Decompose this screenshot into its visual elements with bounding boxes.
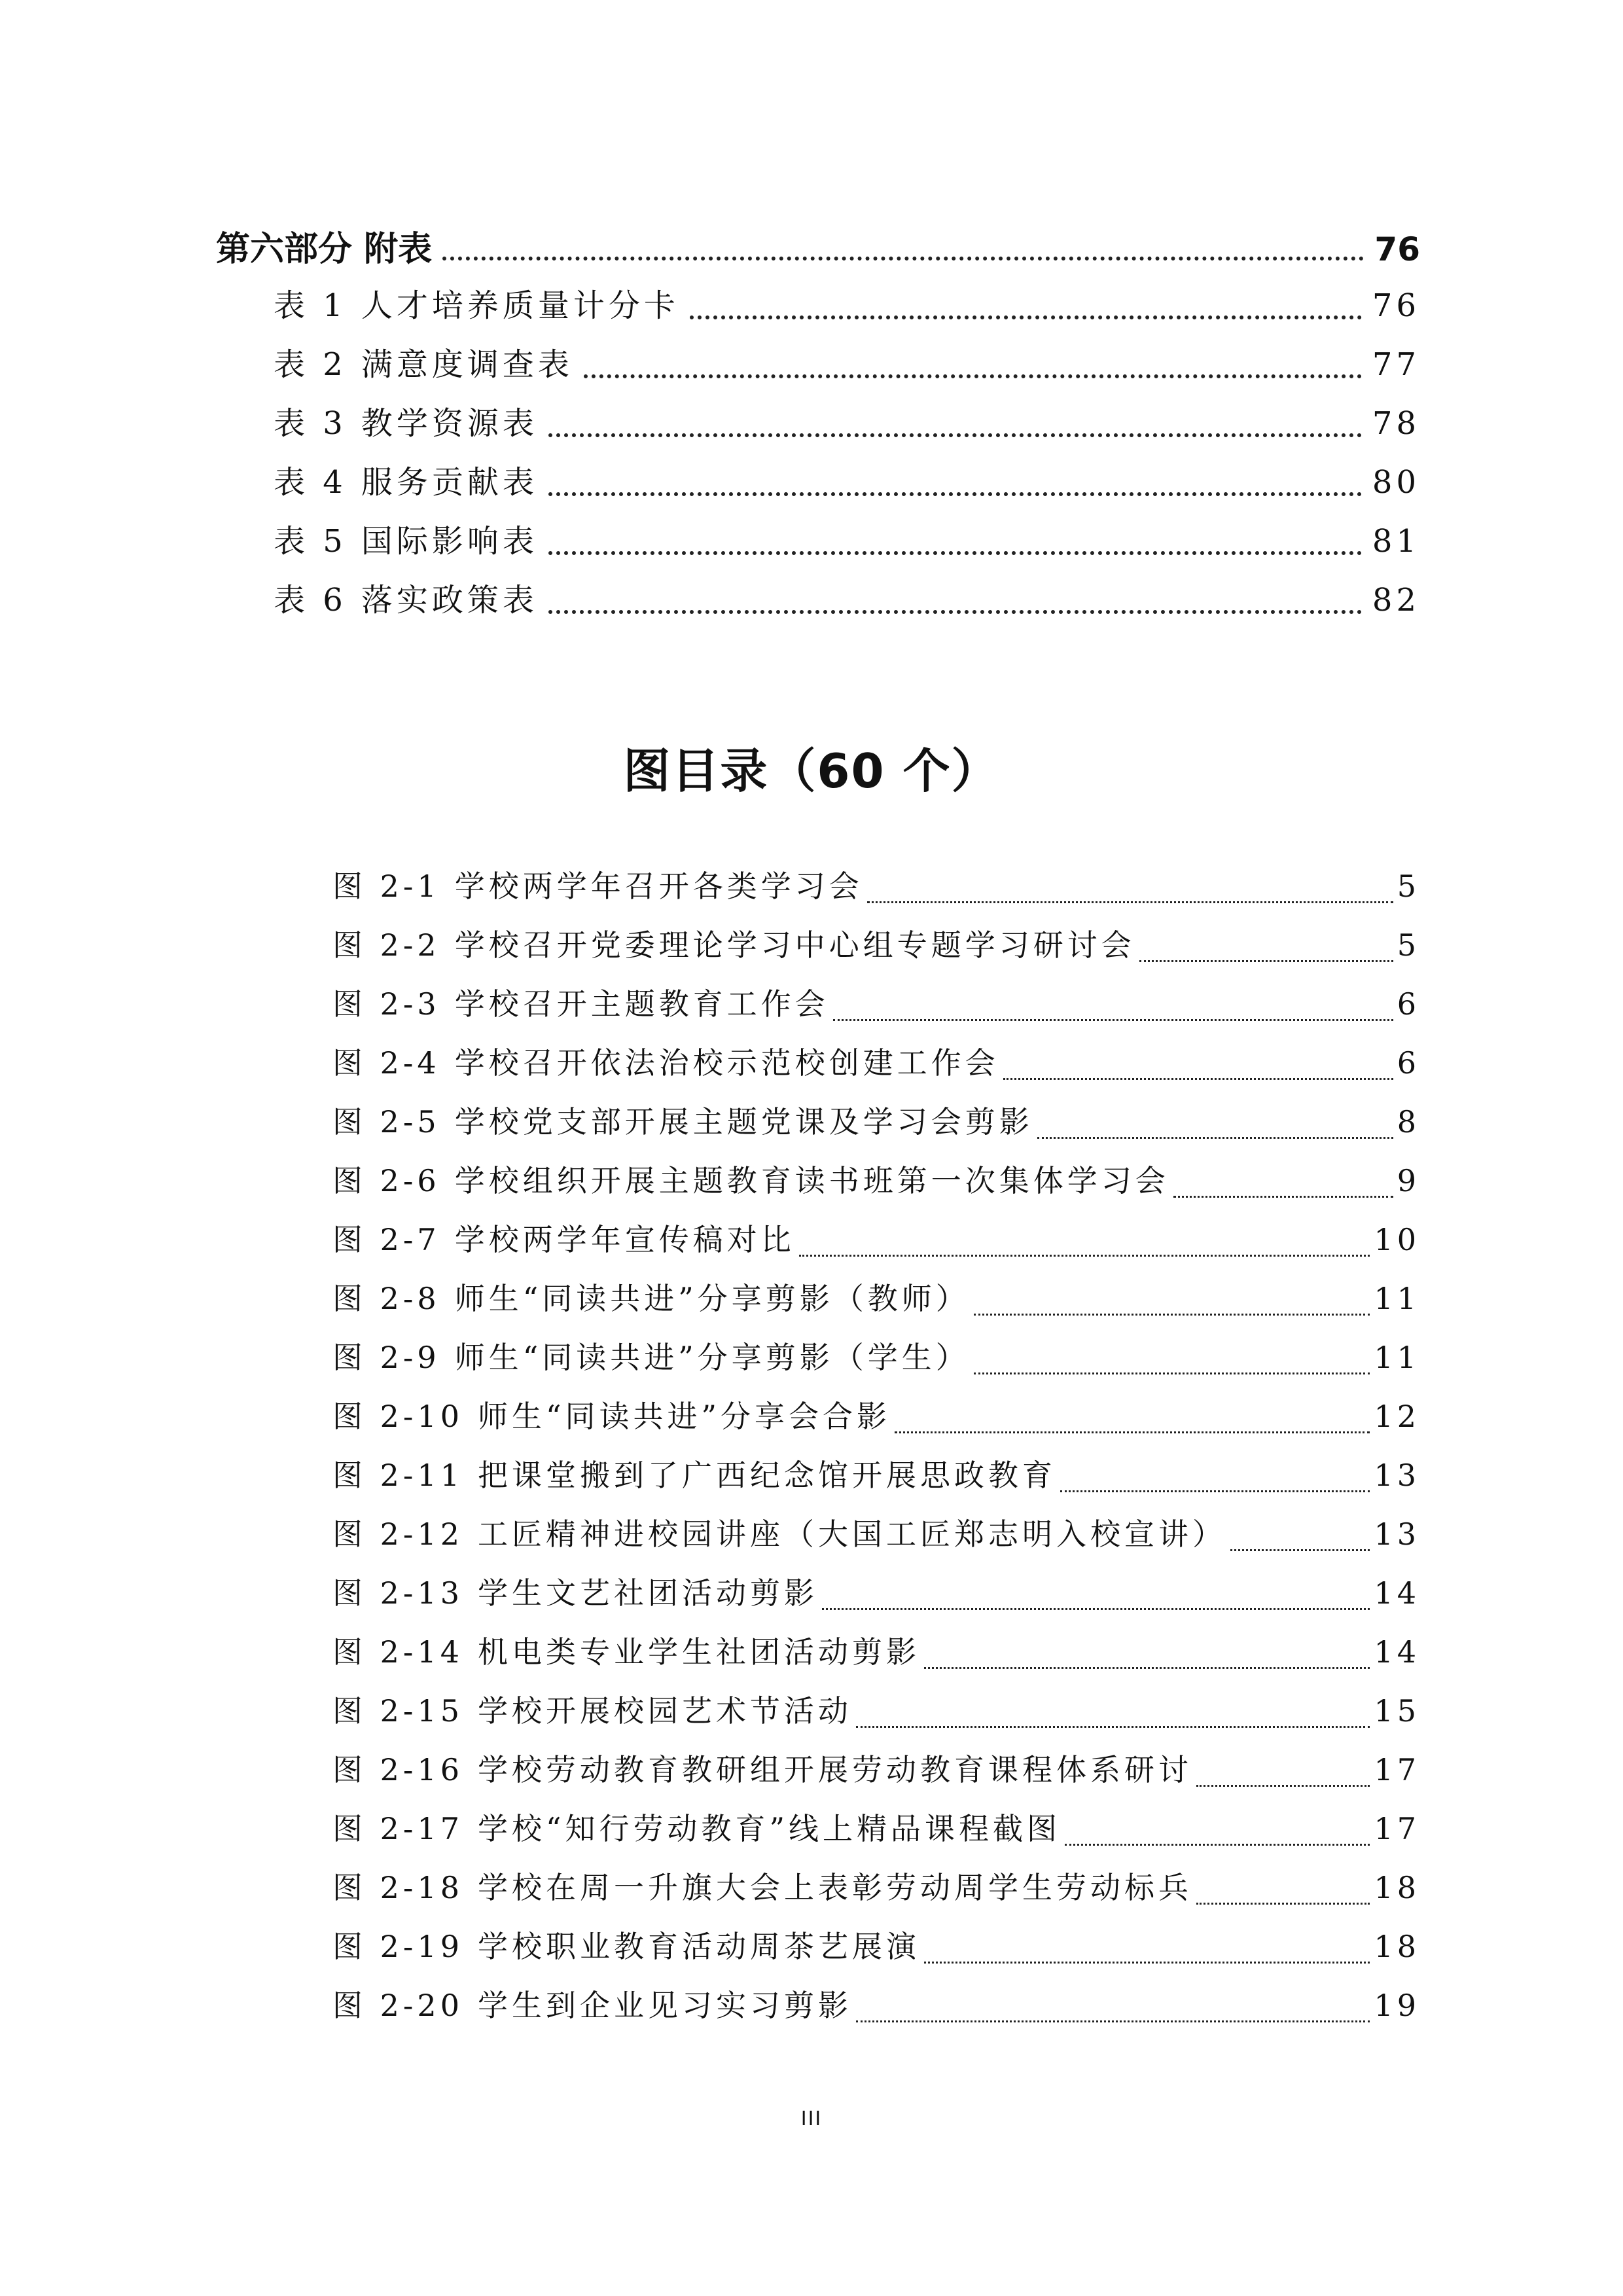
dot-leader [867, 901, 1393, 903]
toc-entry-page: 11 [1374, 1281, 1420, 1316]
toc-figure-entry[interactable] [332, 1216, 1420, 1262]
dot-leader [822, 1608, 1370, 1610]
toc-entry-number: 图 2-14 [332, 1634, 463, 1670]
toc-section-row[interactable] [216, 221, 1420, 267]
toc-figure-entry[interactable] [332, 1157, 1420, 1203]
toc-entry-label [332, 1098, 1033, 1141]
toc-entry-page: 19 [1374, 1988, 1420, 2023]
toc-entry-label [332, 980, 829, 1024]
toc-entry-page: 18 [1374, 1929, 1420, 1964]
toc-section-page: 76 [1374, 230, 1420, 268]
toc-entry-number: 图 2-2 [332, 927, 440, 963]
toc-entry-number: 图 2-17 [332, 1811, 463, 1846]
toc-entry-title: 学校在周一升旗大会上表彰劳动周学生劳动标兵 [477, 1870, 1192, 1905]
toc-entry-label [332, 1687, 852, 1731]
toc-entry-number: 图 2-6 [332, 1163, 440, 1198]
toc-entry-title: 学校“知行劳动教育”线上精品课程截图 [477, 1811, 1061, 1846]
toc-entry-title: 学校召开党委理论学习中心组专题学习研讨会 [454, 927, 1135, 963]
dot-leader [1003, 1078, 1393, 1080]
toc-entry-page: 12 [1374, 1399, 1420, 1434]
toc-entry-label [332, 1805, 1061, 1848]
toc-figure-entry[interactable] [332, 863, 1420, 908]
toc-entry-number: 图 2-7 [332, 1222, 440, 1257]
toc-entry-number: 表 5 [274, 523, 347, 560]
toc-entry-label [274, 398, 538, 443]
toc-entry-title: 师生“同读共进”分享剪影（教师） [454, 1281, 970, 1316]
toc-figure-entry[interactable] [332, 1511, 1420, 1556]
toc-entry-page: 76 [1372, 287, 1420, 324]
toc-entry-page: 11 [1374, 1340, 1420, 1375]
toc-entry-number: 图 2-9 [332, 1340, 440, 1375]
toc-entry-page: 14 [1374, 1575, 1420, 1611]
toc-entry-number: 图 2-18 [332, 1870, 463, 1905]
toc-entry-label [332, 1334, 970, 1377]
dot-leader [548, 492, 1362, 496]
dot-leader [895, 1431, 1370, 1433]
toc-figure-entry[interactable] [332, 1923, 1420, 1969]
toc-entry-label [332, 1570, 818, 1613]
toc-entry-label [332, 922, 1135, 965]
toc-entry-number: 图 2-12 [332, 1516, 463, 1552]
toc-entry-page: 13 [1374, 1516, 1420, 1552]
toc-entry-title: 师生“同读共进”分享剪影（学生） [454, 1340, 970, 1375]
toc-entry-number: 图 2-1 [332, 869, 440, 904]
toc-entry-title: 教学资源表 [361, 405, 538, 442]
dot-leader [1139, 960, 1393, 962]
dot-leader [974, 1314, 1370, 1316]
toc-entry-page: 80 [1372, 464, 1420, 501]
footer-page-number: III [800, 2108, 823, 2130]
toc-entry-title: 把课堂搬到了广西纪念馆开展思政教育 [477, 1458, 1056, 1493]
toc-entry-label [274, 339, 573, 384]
toc-entry-number: 表 6 [274, 582, 347, 619]
toc-figure-entry[interactable] [332, 1334, 1420, 1380]
toc-entry-page: 17 [1374, 1811, 1420, 1846]
dot-leader [924, 1962, 1370, 1964]
toc-entry-page: 6 [1397, 986, 1420, 1022]
toc-entry-title: 学校两学年宣传稿对比 [454, 1222, 795, 1257]
dot-leader [856, 2020, 1370, 2022]
toc-entry-page: 18 [1374, 1870, 1420, 1905]
toc-entry-number: 表 1 [274, 287, 347, 324]
toc-entry-title: 学生到企业见习实习剪影 [477, 1988, 852, 2023]
toc-table-entry[interactable] [274, 339, 1420, 385]
toc-entry-label [332, 1982, 852, 2025]
toc-entry-title: 落实政策表 [361, 582, 538, 619]
toc-figure-entry[interactable] [332, 1452, 1420, 1498]
toc-entry-number: 图 2-4 [332, 1045, 440, 1081]
toc-figure-entry[interactable] [332, 1864, 1420, 1910]
toc-entry-number: 图 2-19 [332, 1929, 463, 1964]
toc-entry-number: 图 2-5 [332, 1104, 440, 1139]
toc-figure-entry[interactable] [332, 1098, 1420, 1144]
dot-leader [1196, 1903, 1370, 1905]
toc-entry-label [332, 1746, 1192, 1789]
toc-entry-number: 图 2-11 [332, 1458, 463, 1493]
dot-leader [548, 610, 1362, 614]
dot-leader [584, 374, 1362, 378]
toc-figure-entry[interactable] [332, 1805, 1420, 1851]
toc-entry-label [332, 1216, 795, 1259]
toc-figure-entry[interactable] [332, 1982, 1420, 2028]
toc-entry-number: 图 2-10 [332, 1399, 463, 1434]
toc-entry-page: 77 [1372, 346, 1420, 383]
toc-figure-entry[interactable] [332, 1628, 1420, 1674]
dot-leader [1173, 1196, 1393, 1198]
toc-entry-title: 学校党支部开展主题党课及学习会剪影 [454, 1104, 1033, 1139]
toc-entry-label [274, 575, 538, 620]
toc-entry-page: 78 [1372, 405, 1420, 442]
toc-entry-label [332, 1157, 1169, 1200]
toc-table-entry[interactable] [274, 516, 1420, 562]
toc-entry-page: 81 [1372, 523, 1420, 560]
toc-figure-entry[interactable] [332, 1275, 1420, 1321]
toc-table-entry[interactable] [274, 398, 1420, 444]
toc-entry-label [332, 863, 863, 906]
toc-figure-entry[interactable] [332, 1570, 1420, 1615]
toc-entry-label [332, 1393, 891, 1436]
toc-entry-title: 学校开展校园艺术节活动 [477, 1693, 852, 1729]
toc-entry-label [332, 1511, 1226, 1554]
dot-leader [799, 1255, 1370, 1257]
dot-leader [1196, 1785, 1370, 1787]
toc-entry-page: 9 [1397, 1163, 1420, 1198]
toc-figure-entry[interactable] [332, 1746, 1420, 1792]
toc-section-label: 第六部分 附表 [216, 230, 433, 269]
toc-entry-label [332, 1864, 1192, 1907]
toc-entry-number: 图 2-8 [332, 1281, 440, 1316]
toc-entry-title: 学校召开主题教育工作会 [454, 986, 829, 1022]
toc-entry-number: 图 2-3 [332, 986, 440, 1022]
dot-leader [1037, 1137, 1393, 1139]
toc-entry-page: 17 [1374, 1752, 1420, 1787]
toc-figure-entry[interactable] [332, 1039, 1420, 1085]
dot-leader [1230, 1549, 1370, 1551]
dot-leader [548, 551, 1362, 555]
toc-entry-label [332, 1039, 999, 1083]
dot-leader [1065, 1844, 1370, 1846]
dot-leader [548, 433, 1362, 437]
toc-figure-entry[interactable] [332, 980, 1420, 1026]
toc-entry-title: 学校职业教育活动周茶艺展演 [477, 1929, 920, 1964]
toc-entry-page: 82 [1372, 582, 1420, 619]
dot-leader [924, 1667, 1370, 1669]
toc-figure-entry[interactable] [332, 1687, 1420, 1733]
toc-entry-label [274, 516, 538, 561]
toc-figure-entry[interactable] [332, 1393, 1420, 1439]
toc-entry-title: 工匠精神进校园讲座（大国工匠郑志明入校宣讲） [477, 1516, 1226, 1552]
toc-entry-label [332, 1923, 920, 1966]
toc-entry-page: 5 [1397, 869, 1420, 904]
toc-table-entry[interactable] [274, 575, 1420, 620]
dot-leader [1060, 1490, 1370, 1492]
toc-entry-page: 13 [1374, 1458, 1420, 1493]
toc-entry-label [274, 280, 679, 325]
toc-table-entry[interactable] [274, 280, 1420, 326]
toc-entry-label [332, 1275, 970, 1318]
toc-entry-title: 满意度调查表 [361, 346, 573, 383]
toc-entry-title: 学校召开依法治校示范校创建工作会 [454, 1045, 999, 1081]
toc-entry-page: 15 [1374, 1693, 1420, 1729]
toc-entry-page: 8 [1397, 1104, 1420, 1139]
dot-leader [833, 1019, 1393, 1021]
toc-entry-label [274, 457, 538, 502]
dot-leader [690, 315, 1362, 319]
toc-entry-number: 表 4 [274, 464, 347, 501]
toc-entry-page: 5 [1397, 927, 1420, 963]
toc-entry-title: 学校劳动教育教研组开展劳动教育课程体系研讨 [477, 1752, 1192, 1787]
toc-table-entry[interactable] [274, 457, 1420, 503]
toc-entry-title: 学校组织开展主题教育读书班第一次集体学习会 [454, 1163, 1169, 1198]
toc-entry-page: 6 [1397, 1045, 1420, 1081]
toc-entry-title: 学生文艺社团活动剪影 [477, 1575, 818, 1611]
toc-entry-label [332, 1452, 1056, 1495]
toc-entry-number: 图 2-15 [332, 1693, 463, 1729]
toc-entry-number: 图 2-16 [332, 1752, 463, 1787]
dot-leader [974, 1372, 1370, 1374]
toc-entry-page: 14 [1374, 1634, 1420, 1670]
toc-entry-number: 表 3 [274, 405, 347, 442]
toc-entry-title: 人才培养质量计分卡 [361, 287, 679, 324]
toc-figure-entry[interactable] [332, 922, 1420, 967]
toc-entry-page: 10 [1374, 1222, 1420, 1257]
toc-entry-number: 图 2-20 [332, 1988, 463, 2023]
dot-leader [442, 257, 1364, 260]
toc-entry-title: 服务贡献表 [361, 464, 538, 501]
toc-entry-number: 表 2 [274, 346, 347, 383]
toc-entry-number: 图 2-13 [332, 1575, 463, 1611]
toc-entry-title: 机电类专业学生社团活动剪影 [477, 1634, 920, 1670]
toc-entry-title: 学校两学年召开各类学习会 [454, 869, 863, 904]
figure-list-heading: 图目录（60 个） [623, 744, 1000, 798]
toc-entry-title: 师生“同读共进”分享会合影 [477, 1399, 891, 1434]
dot-leader [856, 1726, 1370, 1728]
toc-entry-title: 国际影响表 [361, 523, 538, 560]
toc-entry-label [332, 1628, 920, 1672]
